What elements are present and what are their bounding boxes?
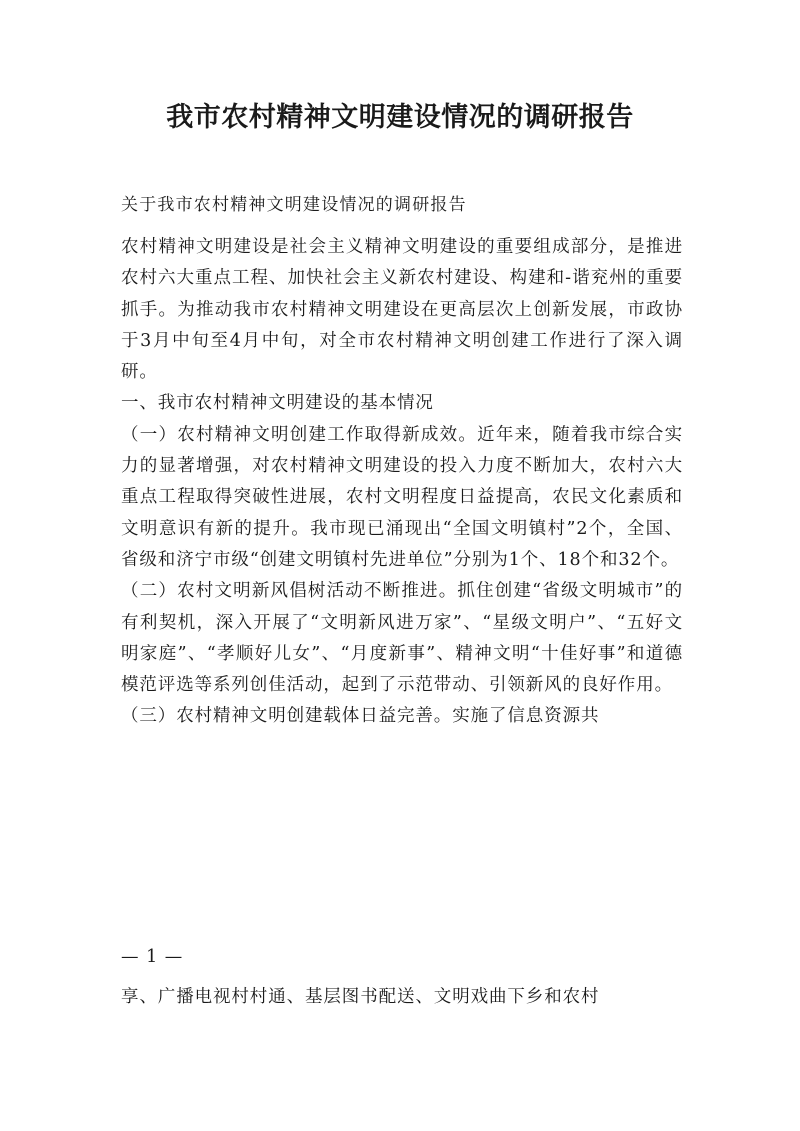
paragraph-1: （一）农村精神文明创建工作取得新成效。近年来，随着我市综合实力的显著增强，对农村精神文明建设的投入力度不断加大，农村六大重点工程取得突破性进展，农村文明程度日益提高，农民文化素质和文明意识有新的提升。我市现已涌现出“全国文明镇村”2个，全国、省级和济宁市级“创建文明镇村先进单位”分别为1个、18个和32个。 xyxy=(121,424,683,570)
continuation-line: 享、广播电视村村通、基层图书配送、文明戏曲下乡和农村 xyxy=(121,987,600,1007)
paragraph-2: （二）农村文明新风倡树活动不断推进。抓住创建“省级文明城市”的有利契机，深入开展了“文明新风进万家”、“星级文明户”、“五好文明家庭”、“孝顺好儿女”、“月度新事”、精神文明“十佳好事”和道德模范评选等系列创佳活动，起到了示范带动、引领新风的良好作用。 xyxy=(121,581,683,696)
document-body xyxy=(121,232,683,733)
document-subtitle: 关于我市农村精神文明建设情况的调研报告 xyxy=(121,195,467,215)
document-title: 我市农村精神文明建设情况的调研报告 xyxy=(166,102,634,133)
page-number: — 1 — xyxy=(121,947,184,967)
paragraph-intro: 农村精神文明建设是社会主义精神文明建设的重要组成部分，是推进农村六大重点工程、加快社会主义新农村建设、构建和-谐兖州的重要抓手。为推动我市农村精神文明建设在更高层次上创新发展，市政协于3月中旬至4月中旬，对全市农村精神文明创建工作进行了深入调研。 xyxy=(121,237,683,383)
paragraph-3: （三）农村精神文明创建载体日益完善。实施了信息资源共 xyxy=(121,706,600,727)
section-heading-1: 一、我市农村精神文明建设的基本情况 xyxy=(121,393,434,414)
